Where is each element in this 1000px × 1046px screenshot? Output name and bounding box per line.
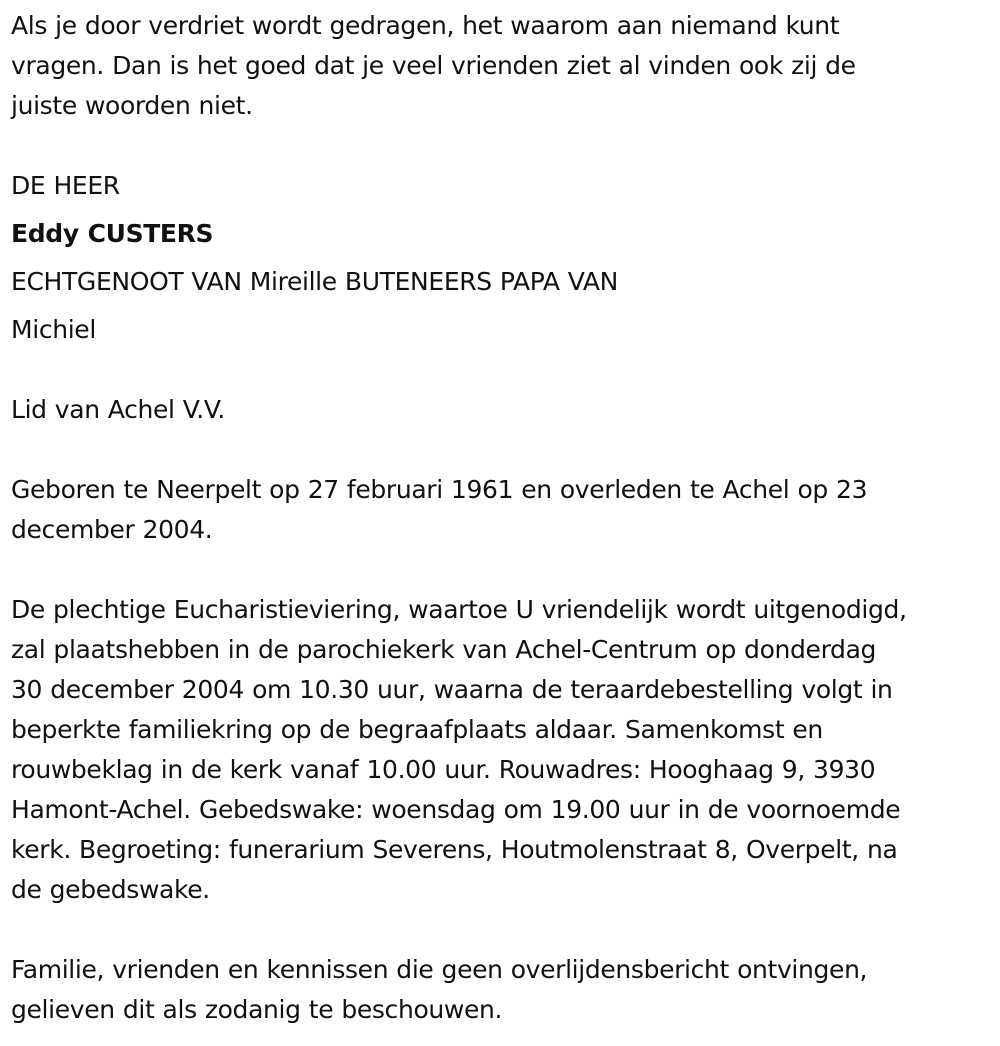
deceased-relation: ECHTGENOOT VAN Mireille BUTENEERS PAPA VAN [11, 267, 619, 296]
membership-text: Lid van Achel V.V. [11, 395, 225, 424]
deceased-title: DE HEER [11, 171, 120, 200]
poem-line: Als je door verdriet wordt gedragen, het waarom aan niemand kunt [11, 11, 840, 40]
poem-line: vragen. Dan is het goed dat je veel vrienden ziet al vinden ook zij de [11, 51, 856, 80]
deceased-child: Michiel [11, 315, 96, 344]
birth-death-line: Geboren te Neerpelt op 27 februari 1961 en overleden te Achel op 23 [11, 475, 868, 504]
poem-line: juiste woorden niet. [11, 91, 253, 120]
closing-paragraph [11, 950, 996, 1030]
closing-line: Familie, vrienden en kennissen die geen overlijdensbericht ontvingen, [11, 955, 868, 984]
ceremony-line: De plechtige Eucharistieviering, waartoe U vriendelijk wordt uitgenodigd, [11, 595, 907, 624]
ceremony-line: 30 december 2004 om 10.30 uur, waarna de teraardebestelling volgt in [11, 675, 893, 704]
obituary-document [11, 6, 996, 1030]
closing-line: gelieven dit als zodanig te beschouwen. [11, 995, 503, 1024]
birth-death-paragraph [11, 470, 996, 550]
birth-death-line: december 2004. [11, 515, 213, 544]
ceremony-line: beperkte familiekring op de begraafplaats aldaar. Samenkomst en [11, 715, 823, 744]
ceremony-line: zal plaatshebben in de parochiekerk van Achel-Centrum op donderdag [11, 635, 877, 664]
ceremony-line: rouwbeklag in de kerk vanaf 10.00 uur. Rouwadres: Hooghaag 9, 3930 [11, 755, 876, 784]
ceremony-line: Hamont-Achel. Gebedswake: woensdag om 19.00 uur in de voornoemde [11, 795, 901, 824]
deceased-name: Eddy CUSTERS [11, 219, 214, 248]
ceremony-line: de gebedswake. [11, 875, 210, 904]
ceremony-line: kerk. Begroeting: funerarium Severens, Houtmolenstraat 8, Overpelt, na [11, 835, 898, 864]
poem-paragraph [11, 6, 996, 126]
ceremony-paragraph [11, 590, 996, 910]
